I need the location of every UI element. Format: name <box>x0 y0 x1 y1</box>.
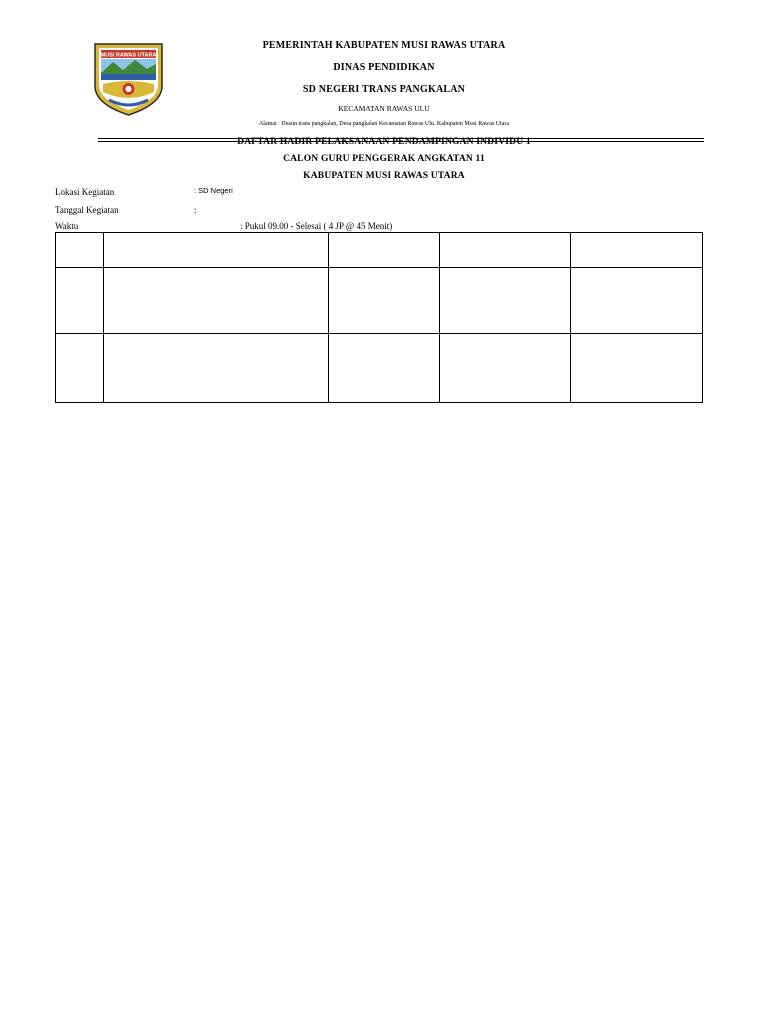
table-row <box>56 268 703 334</box>
table-cell <box>103 268 328 334</box>
table-row <box>56 334 703 403</box>
header-government: PEMERINTAH KABUPATEN MUSI RAWAS UTARA <box>262 40 506 51</box>
table-cell <box>571 233 703 268</box>
date-value: : <box>194 205 197 215</box>
attendance-table <box>55 232 703 403</box>
table-cell <box>440 233 571 268</box>
table-cell <box>571 334 703 403</box>
doc-title: DAFTAR HADIR PELAKSANAAN PENDAMPINGAN INDIVIDU 1 <box>237 137 531 147</box>
location-label: Lokasi Kegiatan <box>55 187 115 197</box>
doc-regency: KABUPATEN MUSI RAWAS UTARA <box>303 171 465 181</box>
table-cell <box>571 268 703 334</box>
table-cell <box>440 334 571 403</box>
table-cell <box>103 334 328 403</box>
header-address: Alamat : Dusun trans pangkalan, Desa pangkalan Kecamatan Rawas Ulu. Kabupaten Musi Rawas Utara <box>258 121 510 127</box>
date-label: Tanggal Kegiatan <box>55 205 119 215</box>
table-cell <box>56 268 104 334</box>
table-cell <box>56 334 104 403</box>
time-label: Waktu <box>55 221 79 231</box>
table-cell <box>103 233 328 268</box>
table-header-row <box>56 233 703 268</box>
time-value: : Pukul 09.00 - Selesai ( 4 JP @ 45 Menit) <box>240 221 393 231</box>
header-department: DINAS PENDIDIKAN <box>333 62 435 73</box>
table-cell <box>328 268 440 334</box>
header-district: KECAMATAN RAWAS ULU <box>338 104 430 113</box>
table-cell <box>56 233 104 268</box>
table-cell <box>440 268 571 334</box>
logo-banner-text: MUSI RAWAS UTARA <box>100 52 157 59</box>
header-school: SD NEGERI TRANS PANGKALAN <box>302 84 466 95</box>
table-cell <box>328 233 440 268</box>
location-value: : SD Negeri <box>194 186 233 195</box>
table-cell <box>328 334 440 403</box>
doc-subtitle: CALON GURU PENGGERAK ANGKATAN 11 <box>283 154 485 164</box>
